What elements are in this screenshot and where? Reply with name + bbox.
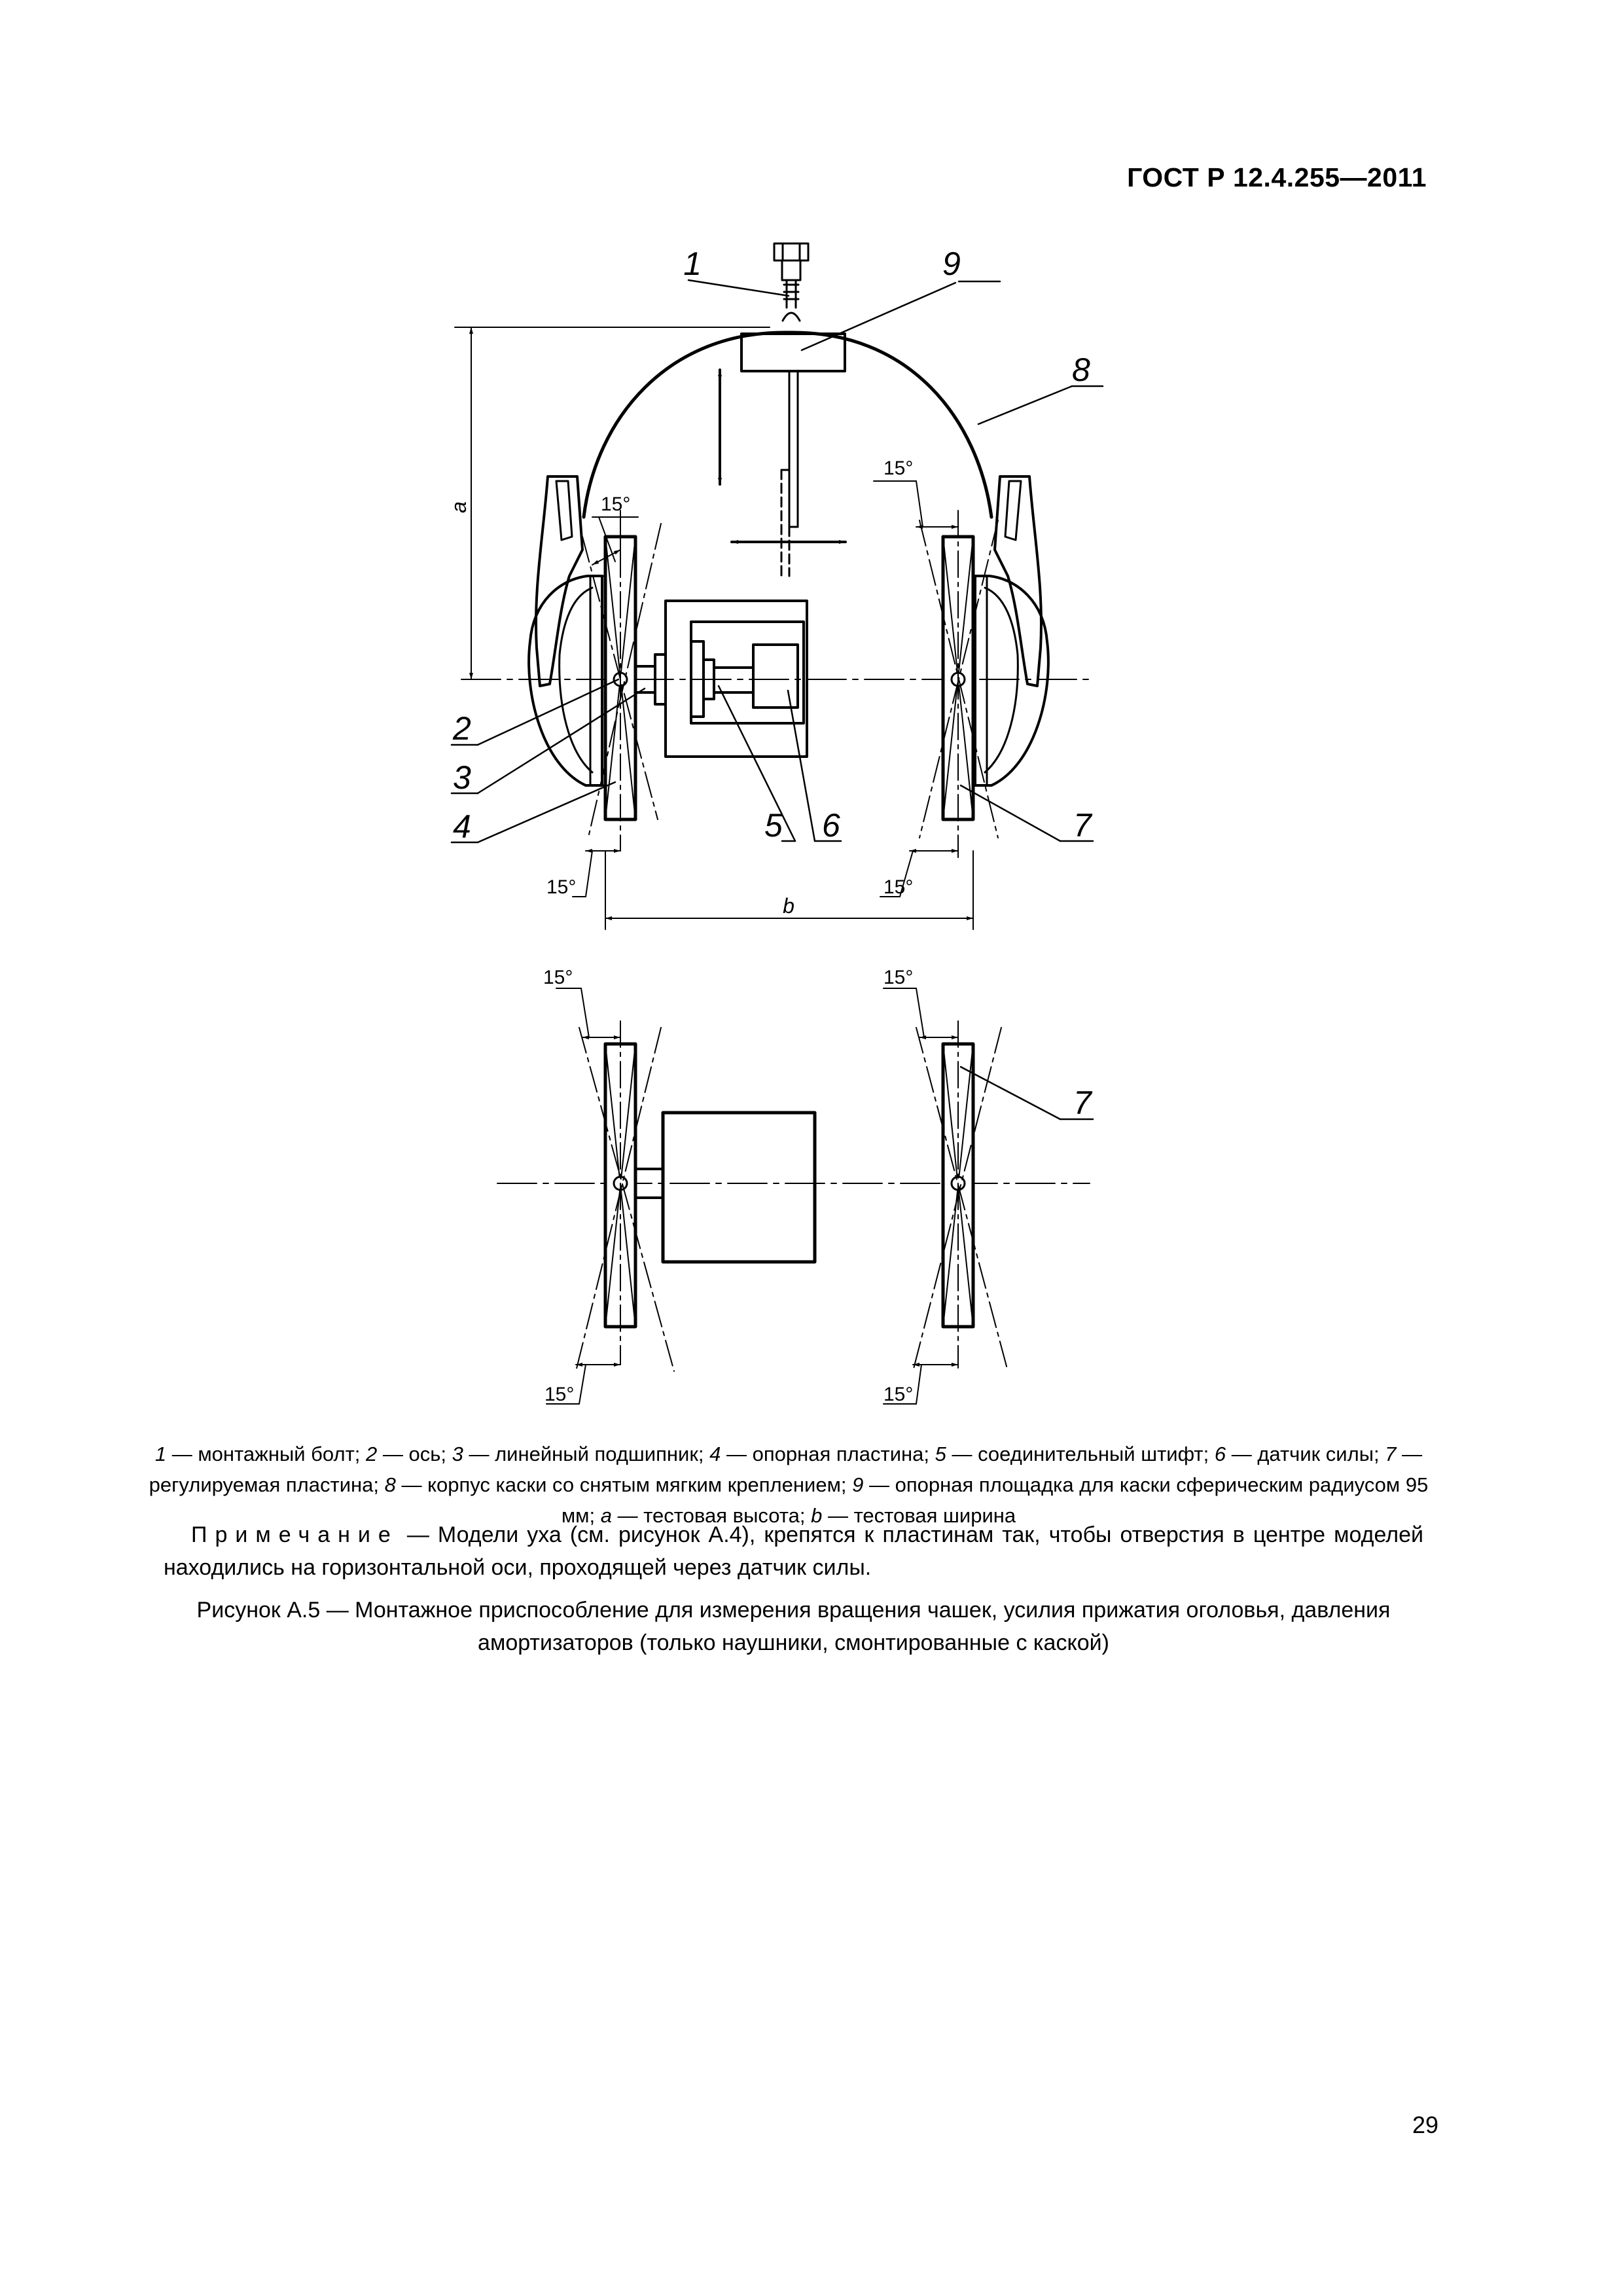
callout-8: 8 [1072, 351, 1090, 388]
legend-key: 2 [366, 1443, 378, 1465]
angle-label: 15° [601, 493, 631, 515]
left-earmuff [529, 476, 605, 785]
legend-item [452, 1443, 710, 1465]
support-pad [741, 334, 845, 371]
legend-text: — ось; [377, 1443, 452, 1465]
legend-item [155, 1443, 366, 1465]
figure-note [164, 1518, 1423, 1584]
angle-label: 15° [883, 1384, 914, 1405]
callout-7: 7 [1073, 807, 1092, 844]
angle-label: 15° [883, 457, 914, 479]
callout-4: 4 [453, 808, 471, 845]
legend-key: 6 [1214, 1443, 1226, 1465]
legend-key: 3 [452, 1443, 463, 1465]
mounting-bolt [774, 243, 808, 321]
legend-text: — регулируемая пластина; [149, 1443, 1423, 1496]
legend-item [935, 1443, 1215, 1465]
angle-label: 15° [546, 876, 577, 898]
legend-key: 1 [154, 1443, 167, 1465]
legend-item [366, 1443, 452, 1465]
legend-item [1215, 1443, 1385, 1465]
angle-label: 15° [544, 1384, 575, 1405]
page-number: 29 [1412, 2111, 1438, 2138]
legend-text: — корпус каски со снятым мягким креплением; [395, 1473, 853, 1496]
legend-key: 7 [1385, 1443, 1397, 1465]
document-header: ГОСТ Р 12.4.255—2011 [1127, 162, 1427, 192]
legend-key: 4 [709, 1443, 721, 1465]
legend-key: 8 [384, 1473, 396, 1496]
legend-text: — тестовая ширина [822, 1504, 1016, 1527]
note-text: — Модели уха (см. рисунок А.4), крепятся к пластинам так, чтобы отверстия в центре моделей находились на горизонтальной оси, проходящей через датчик силы. [164, 1522, 1423, 1580]
legend-key: 5 [935, 1443, 946, 1465]
figure-legend [137, 1439, 1440, 1531]
callout-2: 2 [453, 710, 471, 747]
legend-text: — опорная площадка для каски сферическим радиусом 95 мм; [561, 1473, 1429, 1527]
legend-text: — линейный подшипник; [463, 1443, 710, 1465]
legend-item [385, 1473, 853, 1496]
dimension-b-label: b [783, 894, 794, 918]
callout-9: 9 [942, 245, 961, 282]
legend-item [709, 1443, 935, 1465]
force-sensor-block [663, 1113, 815, 1262]
legend-text: — опорная пластина; [721, 1443, 935, 1465]
callout-7-bottom: 7 [1073, 1085, 1092, 1121]
dimension-a-label: a [447, 501, 471, 513]
figure-caption: Рисунок А.5 — Монтажное приспособление для измерения вращения чашек, усилия прижатия оголовья, давления амортизаторов (только наушники, смонтированные с каской) [196, 1598, 1391, 1655]
legend-text: — датчик силы; [1226, 1443, 1385, 1465]
legend-text: — соединительный штифт; [946, 1443, 1215, 1465]
legend-key: b [811, 1504, 823, 1527]
angle-label: 15° [883, 876, 914, 898]
callout-5: 5 [764, 807, 783, 844]
legend-text: — монтажный болт; [166, 1443, 366, 1465]
callout-3: 3 [453, 759, 471, 796]
angle-label: 15° [883, 967, 914, 988]
note-label: Примечание [191, 1522, 399, 1547]
callout-6: 6 [822, 807, 840, 844]
callout-1: 1 [683, 245, 702, 282]
legend-text: — тестовая высота; [611, 1504, 812, 1527]
right-earmuff [972, 476, 1048, 785]
legend-key: 9 [852, 1473, 864, 1496]
angle-label: 15° [543, 967, 573, 988]
helmet-shell [584, 332, 991, 517]
legend-key: a [600, 1504, 612, 1527]
